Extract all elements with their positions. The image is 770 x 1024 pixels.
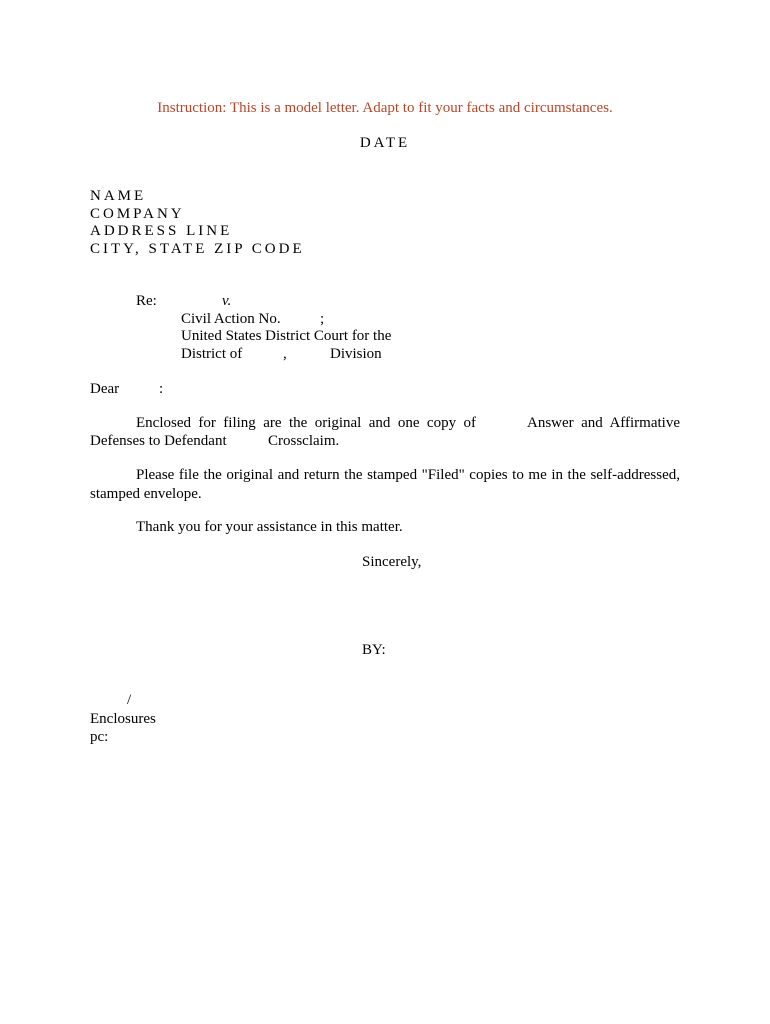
pc-label: pc: — [90, 729, 109, 745]
court-line: United States District Court for the — [181, 328, 392, 344]
signature-by: BY: — [362, 642, 386, 658]
re-versus: v. — [222, 293, 232, 309]
p1-line1-start: Enclosed for filing are the original and one copy of — [136, 415, 476, 431]
paragraph-please-file: Please file the original and return the stamped "Filed" copies to me in the self-addressed, stamped envelope. — [90, 467, 680, 502]
recipient-address: ADDRESS LINE — [90, 223, 233, 239]
paragraph-thank-you: Thank you for your assistance in this matter. — [136, 519, 403, 535]
civil-action-semicolon: ; — [320, 311, 325, 327]
initials-slash: / — [127, 692, 132, 708]
p1-line2-end: Crossclaim. — [268, 433, 340, 449]
district-of-label: District of — [181, 346, 243, 362]
recipient-company: COMPANY — [90, 206, 185, 222]
enclosures-label: Enclosures — [90, 711, 156, 727]
p1-line1-end: Answer and Affirmative — [527, 415, 680, 431]
division-label: Division — [330, 346, 382, 362]
salutation-dear: Dear — [90, 381, 120, 397]
civil-action-label: Civil Action No. — [181, 311, 281, 327]
salutation-colon: : — [159, 381, 164, 397]
p1-line2-start: Defenses to Defendant — [90, 433, 227, 449]
recipient-city: CITY, STATE ZIP CODE — [90, 241, 305, 257]
closing-sincerely: Sincerely, — [362, 554, 422, 570]
date-placeholder: DATE — [359, 135, 411, 151]
re-label: Re: — [136, 293, 157, 309]
district-comma: , — [283, 346, 287, 362]
instruction-note: Instruction: This is a model letter. Adapt to fit your facts and circumstances. — [157, 100, 613, 116]
recipient-name: NAME — [90, 188, 147, 204]
